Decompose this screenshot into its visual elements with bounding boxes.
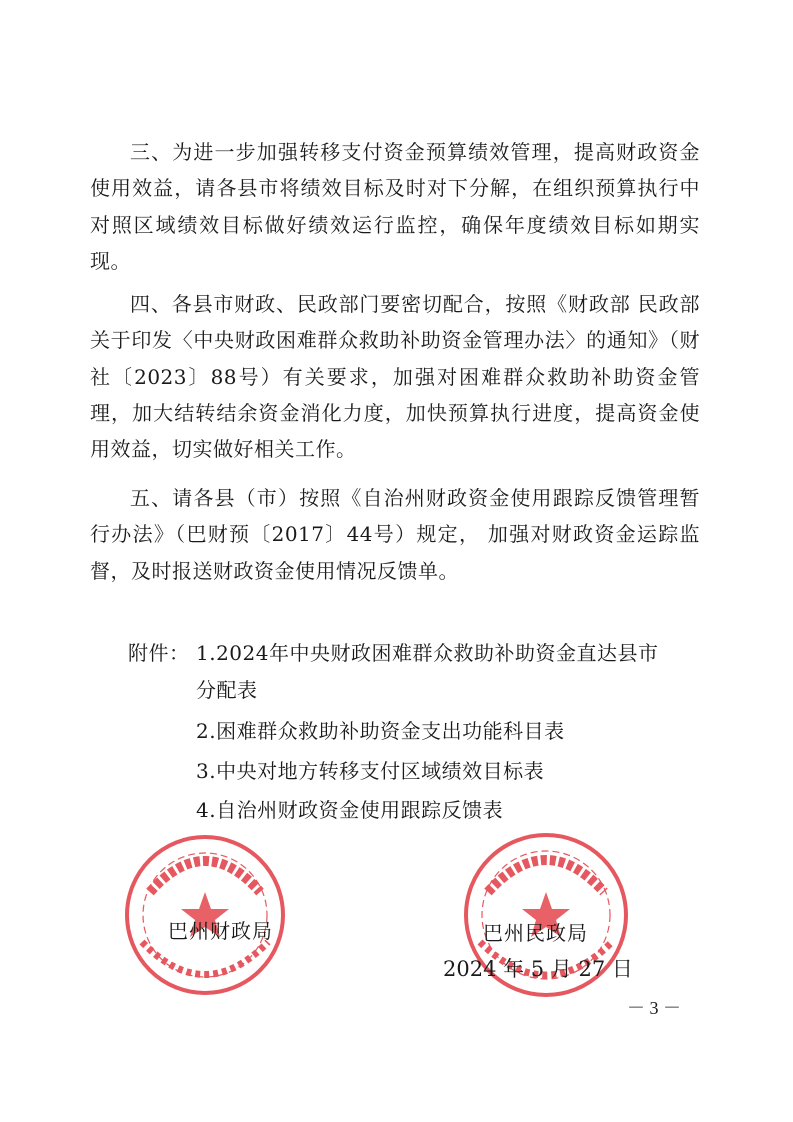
paragraph-three: 三、为进一步加强转移支付资金预算绩效管理，提高财政资金使用效益，请各县市将绩效目标及时对下分解，在组织预算执行中对照区域绩效目标做好绩效运行监控，确保年度绩效目标如期实现。 xyxy=(90,140,700,273)
attachment-item-1-line1: 1.2024年中央财政困难群众救助补助资金直达县市 xyxy=(196,641,659,665)
attachment-item-1-line2: 分配表 xyxy=(196,678,258,702)
attachment-item-3: 3.中央对地方转移支付区域绩效目标表 xyxy=(196,759,545,783)
attachment-item-2: 2.困难群众救助补助资金支出功能科目表 xyxy=(196,719,565,743)
document-date: 2024 年 5 月 27 日 xyxy=(443,957,633,981)
attachments-label: 附件： xyxy=(128,641,190,665)
page-number: － 3 － xyxy=(627,998,681,1018)
paragraph-four: 四、各县市财政、民政部门要密切配合，按照《财政部 民政部关于印发〈中央财政困难群众救助补助资金管理办法〉的通知》（财社〔2023〕88号）有关要求，加强对困难群众救助补助资金管理，加大结转结余资金消化力度，加快预算执行进度，提高资金使用效益，切实做好相关工作。 xyxy=(90,292,700,462)
signature-finance-bureau: 巴州财政局 xyxy=(168,919,273,943)
paragraph-five: 五、请各县（市）按照《自治州财政资金使用跟踪反馈管理暂行办法》（巴财预〔2017〕44号）规定， 加强对财政资金运踪监督，及时报送财政资金使用情况反馈单。 xyxy=(90,486,700,583)
attachment-item-4: 4.自治州财政资金使用跟踪反馈表 xyxy=(196,798,504,822)
signature-civil-affairs-bureau: 巴州民政局 xyxy=(483,921,588,945)
